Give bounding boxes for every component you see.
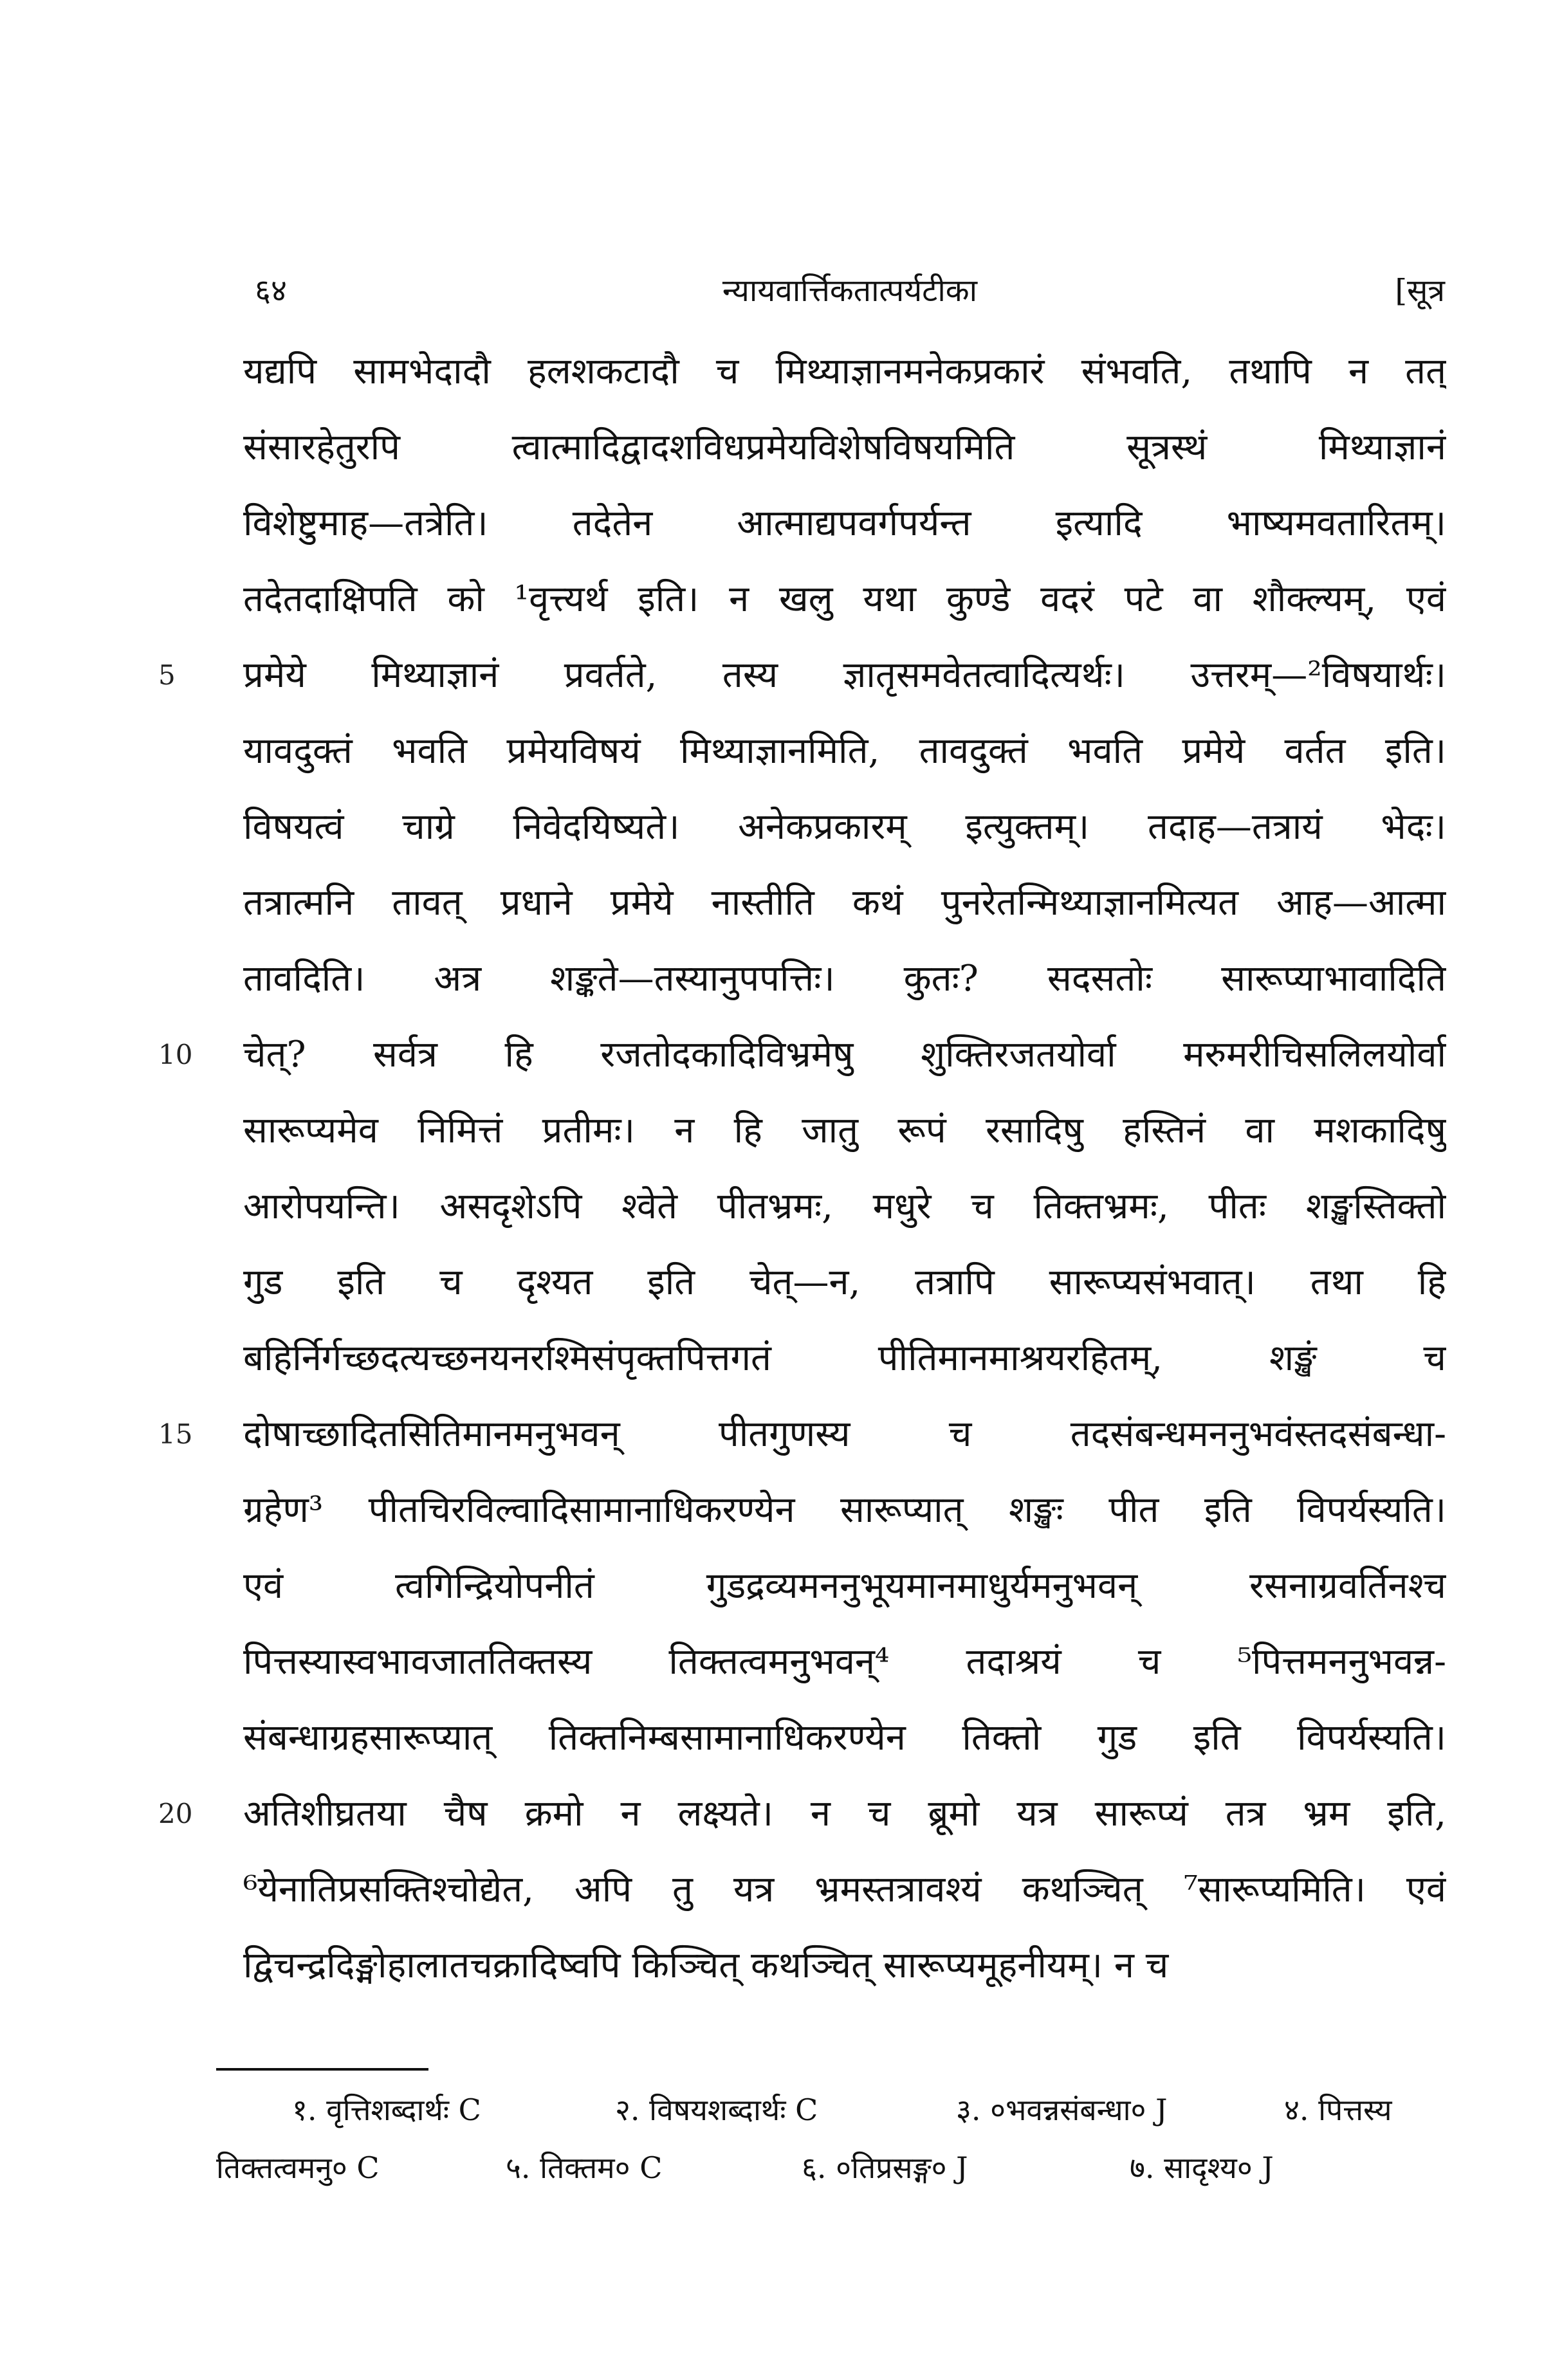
text-line: तदेतदाक्षिपति को ¹वृत्त्यर्थ इति। न खलु यथा कुण्डे वदरं पटे वा शौक्ल्यम्, एवं <box>243 578 1446 620</box>
footnote: ३. ०भवन्नसंबन्धा० J <box>956 2092 1168 2127</box>
footnote: ६. ०तिप्रसङ्ग० J <box>802 2150 968 2185</box>
page-header <box>255 269 1445 320</box>
text-line: बहिर्निर्गच्छदत्यच्छनयनरश्मिसंपृक्तपित्तगतं पीतिमानमाश्रयरहितम्, शङ्खं च <box>243 1337 1446 1379</box>
section-marker: [सूत्र <box>1395 273 1445 309</box>
text-line: दोषाच्छादितसितिमानमनुभवन् पीतगुणस्य च तदसंबन्धमननुभवंस्तदसंबन्धा- <box>243 1413 1446 1455</box>
text-line: आरोपयन्ति। असदृशेऽपि श्वेते पीतभ्रमः, मधुरे च तिक्तभ्रमः, पीतः शङ्खस्तिक्तो <box>243 1185 1446 1227</box>
text-line: तत्रात्मनि तावत् प्रधाने प्रमेये नास्तीति कथं पुनरेतन्मिथ्याज्ञानमित्यत आह—आत्मा <box>243 882 1446 924</box>
footnote: तिक्तत्वमनु० C <box>216 2150 380 2185</box>
footnote-row <box>216 2142 1445 2193</box>
line-number <box>158 1100 229 1162</box>
line-number <box>158 872 229 934</box>
line-number <box>158 796 229 858</box>
text-line: अतिशीघ्रतया चैष क्रमो न लक्ष्यते। न च ब्रूमो यत्र सारूप्यं तत्र भ्रम इति, <box>243 1793 1446 1835</box>
line-number <box>158 1252 229 1314</box>
text-line: विषयत्वं चाग्रे निवेदयिष्यते। अनेकप्रकारम् इत्युक्तम्। तदाह—तत्रायं भेदः। <box>243 806 1446 848</box>
text-line: ⁶येनातिप्रसक्तिश्चोद्येत, अपि तु यत्र भ्रमस्तत्रावश्यं कथञ्चित् ⁷सारूप्यमिति। एवं <box>243 1869 1446 1910</box>
footnote: ५. तिक्तम० C <box>506 2150 663 2185</box>
line-number <box>158 493 229 554</box>
line-number <box>158 1555 229 1617</box>
footnote: ४. पित्तस्य <box>1284 2092 1392 2127</box>
text-line: प्रमेये मिथ्याज्ञानं प्रवर्तते, तस्य ज्ञातृसमवेतत्वादित्यर्थः। उत्तरम्—²विषयार्थः। <box>243 654 1446 696</box>
line-number <box>158 1328 229 1389</box>
line-number: 15 <box>158 1418 193 1450</box>
running-title: न्यायवार्त्तिकतात्पर्यटीका <box>722 273 978 309</box>
line-number <box>158 948 229 1010</box>
line-number <box>158 1631 229 1693</box>
line-number <box>158 1707 229 1769</box>
page-number: ६४ <box>255 273 287 309</box>
footnote-rule <box>216 2068 428 2071</box>
text-line: यावदुक्तं भवति प्रमेयविषयं मिथ्याज्ञानमिति, तावदुक्तं भवति प्रमेये वर्तत इति। <box>243 730 1446 772</box>
text-line: सारूप्यमेव निमित्तं प्रतीमः। न हि जातु रूपं रसादिषु हस्तिनं वा मशकादिषु <box>243 1110 1446 1151</box>
line-number <box>158 720 229 782</box>
line-number <box>158 1176 229 1238</box>
text-line: चेत्? सर्वत्र हि रजतोदकादिविभ्रमेषु शुक्तिरजतयोर्वा मरुमरीचिसलिलयोर्वा <box>243 1034 1446 1076</box>
text-line: एवं त्वगिन्द्रियोपनीतं गुडद्रव्यमननुभूयमानमाधुर्यमनुभवन् रसनाग्रवर्तिनश्च <box>243 1565 1446 1607</box>
text-line: पित्तस्यास्वभावजाततिक्तस्य तिक्तत्वमनुभवन्⁴ तदाश्रयं च ⁵पित्तमननुभवन्न- <box>243 1641 1446 1683</box>
text-line: विशेष्टुमाह—तत्रेति। तदेतेन आत्माद्यपवर्गपर्यन्त इत्यादि भाष्यमवतारितम्। <box>243 502 1446 544</box>
footnote: २. विषयशब्दार्थः C <box>615 2092 818 2127</box>
line-number <box>158 569 229 630</box>
text-line: ग्रहेण³ पीतचिरविल्वादिसामानाधिकरण्येन सारूप्यात् शङ्खः पीत इति विपर्यस्यति। <box>243 1489 1446 1531</box>
text-line: संसारहेतुरपि त्वात्मादिद्वादशविधप्रमेयविशेषविषयमिति सूत्रस्थं मिथ्याज्ञानं <box>243 426 1446 468</box>
line-number <box>158 1479 229 1541</box>
line-number <box>158 1859 229 1921</box>
text-line: संबन्धाग्रहसारूप्यात् तिक्तनिम्बसामानाधिकरण्येन तिक्तो गुड इति विपर्यस्यति। <box>243 1717 1446 1759</box>
footnote: ७. सादृश्य० J <box>1130 2150 1274 2185</box>
text-line: यद्यपि सामभेदादौ हलशकटादौ च मिथ्याज्ञानमनेकप्रकारं संभवति, तथापि न तत् <box>243 351 1446 392</box>
text-line: गुड इति च दृश्यत इति चेत्—न, तत्रापि सारूप्यसंभवात्। तथा हि <box>243 1261 1446 1303</box>
text-line: द्विचन्द्रदिङ्मोहालातचक्रादिष्वपि किञ्चित् कथञ्चित् सारूप्यमूहनीयम्। न च <box>243 1945 1169 1986</box>
line-number <box>158 341 229 403</box>
footnote-row <box>216 2084 1445 2136</box>
footnote: १. वृत्तिशब्दार्थः C <box>292 2092 481 2127</box>
line-number: 10 <box>158 1039 193 1070</box>
line-number: 5 <box>158 659 176 691</box>
text-line: तावदिति। अत्र शङ्कते—तस्यानुपपत्तिः। कुतः? सदसतोः सारूप्याभावादिति <box>243 958 1446 1000</box>
line-number <box>158 1935 229 1997</box>
line-number <box>158 417 229 479</box>
line-number: 20 <box>158 1798 193 1829</box>
